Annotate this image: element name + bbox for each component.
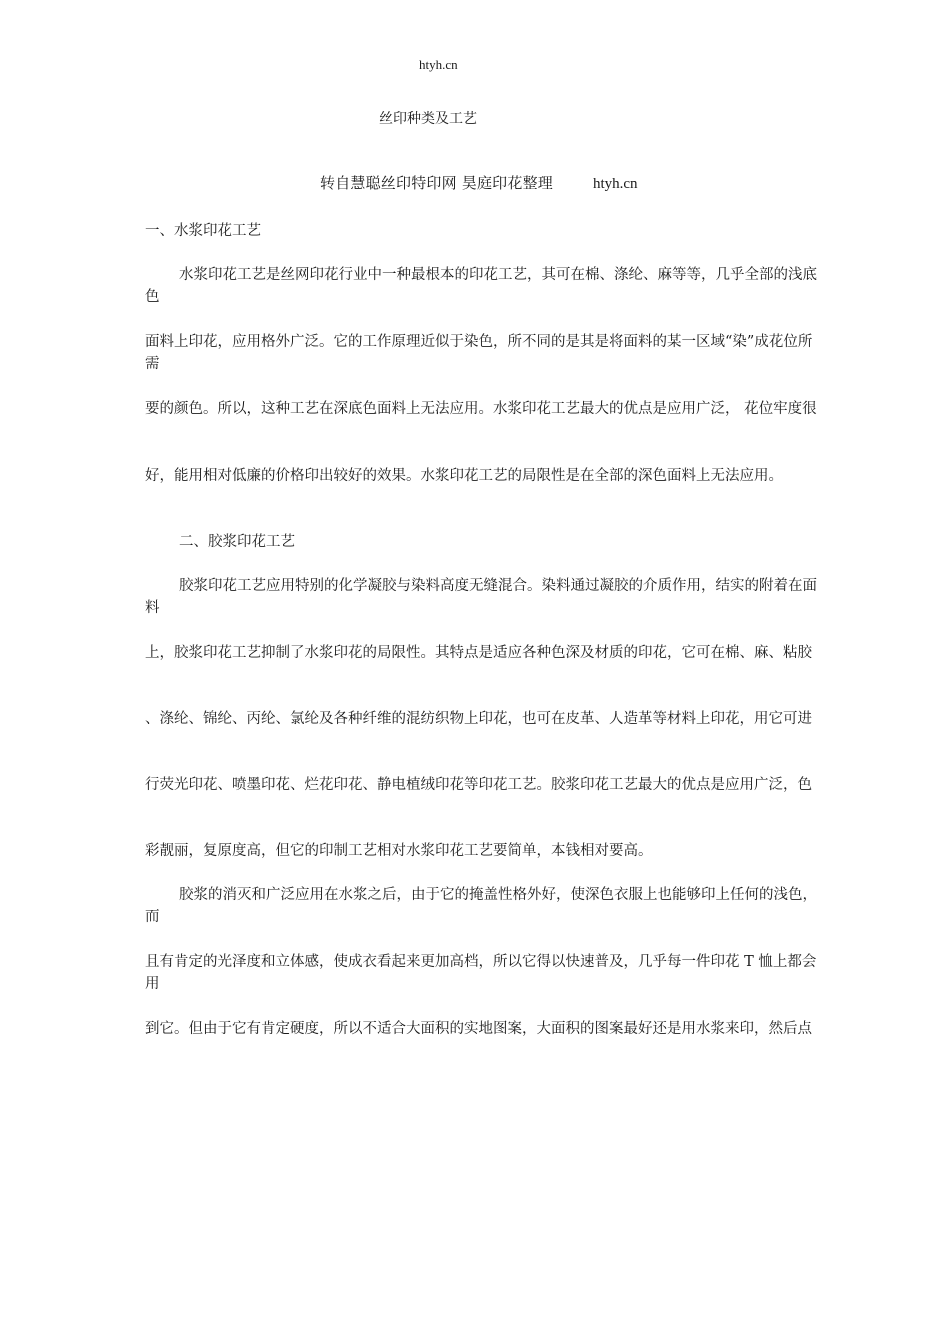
source-domain: htyh.cn: [592, 176, 638, 192]
section-heading-plastisol: 二、胶浆印花工艺: [179, 534, 295, 550]
section-heading-water-paste: 一、水浆印花工艺: [145, 223, 261, 239]
paragraph: 、涤纶、锦纶、丙纶、氯纶及各种纤维的混纺织物上印花，也可在皮革、人造革等材料上印花，用它可进: [145, 711, 812, 727]
paragraph: 且有肯定的光泽度和立体感，使成衣看起来更加高档，所以它得以快速普及，几乎每一件印花 T 恤上都会用: [145, 954, 817, 992]
paragraph: 要的颜色。所以，这种工艺在深底色面料上无法应用。水浆印花工艺最大的优点是应用广泛， 花位牢度很: [145, 401, 817, 417]
paragraph: 胶浆的消灭和广泛应用在水浆之后，由于它的掩盖性格外好，使深色衣服上也能够印上任何的浅色，而: [145, 887, 817, 925]
paragraph: 行荧光印花、喷墨印花、烂花印花、静电植绒印花等印花工艺。胶浆印花工艺最大的优点是应用广泛，色: [145, 777, 812, 793]
paragraph: 到它。但由于它有肯定硬度，所以不适合大面积的实地图案，大面积的图案最好还是用水浆来印，然后点: [145, 1021, 812, 1037]
site-header: htyh.cn: [419, 57, 458, 72]
paragraph: 好，能用相对低廉的价格印出较好的效果。水浆印花工艺的局限性是在全部的深色面料上无法应用。: [145, 468, 783, 484]
document-title: 丝印种类及工艺: [379, 111, 477, 127]
paragraph: 彩靓丽，复原度高，但它的印制工艺相对水浆印花工艺要简单，本钱相对要高。: [145, 843, 653, 859]
paragraph: 面料上印花，应用格外广泛。它的工作原理近似于染色，所不同的是其是将面料的某一区域“染”成花位所需: [145, 334, 813, 372]
source-line: [320, 172, 638, 193]
paragraph: 上，胶浆印花工艺抑制了水浆印花的局限性。其特点是适应各种色深及材质的印花，它可在棉、麻、粘胶: [145, 645, 812, 661]
source-attribution: 转自慧聪丝印特印网 昊庭印花整理: [320, 174, 553, 192]
paragraph: 水浆印花工艺是丝网印花行业中一种最根本的印花工艺，其可在棉、涤纶、麻等等，几乎全部的浅底色: [145, 267, 817, 305]
paragraph: 胶浆印花工艺应用特别的化学凝胶与染料高度无缝混合。染料通过凝胶的介质作用，结实的附着在面料: [145, 578, 817, 616]
